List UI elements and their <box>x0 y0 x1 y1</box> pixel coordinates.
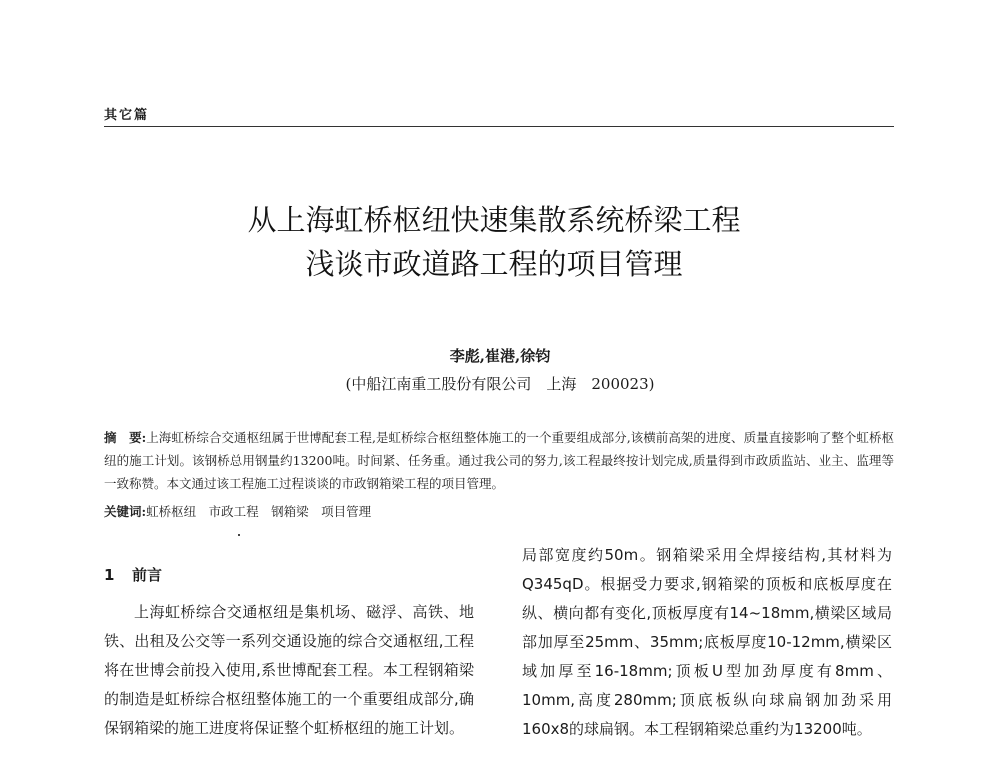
intro-paragraph: 上海虹桥综合交通枢纽是集机场、磁浮、高铁、地铁、出租及公交等一系列交通设施的综合交通枢纽,工程将在世博会前投入使用,系世博配套工程。本工程钢箱梁的制造是虹桥综合枢纽整体施工的一个重要组成部分,确保钢箱梁的施工进度将保证整个虹桥枢纽的施工计划。 <box>104 603 474 737</box>
header-rule <box>104 126 894 127</box>
structure-paragraph: 局部宽度约50m。钢箱梁采用全焊接结构,其材料为Q345qD。根据受力要求,钢箱梁的顶板和底板厚度在纵、横向都有变化,顶板厚度有14~18mm,横梁区域局部加厚至25mm、35mm;底板厚度10-12mm,横梁区域加厚至16-18mm;顶板U型加劲厚度有8mm、10mm,高度280mm;顶底板纵向球扁钢加劲采用160x8的球扁钢。本工程钢箱梁总重约为13200吨。 <box>522 546 892 738</box>
title-line-1: 从上海虹桥枢纽快速集散系统桥梁工程 <box>247 203 741 237</box>
section-heading <box>104 561 474 590</box>
affiliation: (中船江南重工股份有限公司 上海 200023) <box>345 375 655 393</box>
left-column <box>104 541 474 743</box>
paper-title <box>0 198 1000 286</box>
section-label: 其它篇 <box>104 108 150 123</box>
abstract <box>104 426 894 495</box>
right-column <box>522 541 892 744</box>
abstract-text: 上海虹桥综合交通枢纽属于世博配套工程,是虹桥综合枢纽整体施工的一个重要组成部分,该横前高架的进度、质量直接影响了整个虹桥枢纽的施工计划。该钢桥总用钢量约13200吨。时间紧、任务重。通过我公司的努力,该工程最终按计划完成,质量得到市政质监站、业主、监理等一致称赞。本文通过该工程施工过程谈谈的市政钢箱梁工程的项目管理。 <box>104 430 894 491</box>
title-line-2: 浅谈市政道路工程的项目管理 <box>305 247 683 281</box>
scan-speck <box>238 534 240 536</box>
authors: 李彪,崔港,徐钧 <box>449 347 551 365</box>
section-title: 前言 <box>132 566 163 584</box>
abstract-label: 摘 要: <box>104 430 147 445</box>
keywords-label: 关键词: <box>104 504 147 519</box>
keywords-text: 虹桥枢纽 市政工程 钢箱梁 项目管理 <box>146 504 372 519</box>
keywords <box>104 500 894 523</box>
section-number: 1 <box>104 566 115 584</box>
